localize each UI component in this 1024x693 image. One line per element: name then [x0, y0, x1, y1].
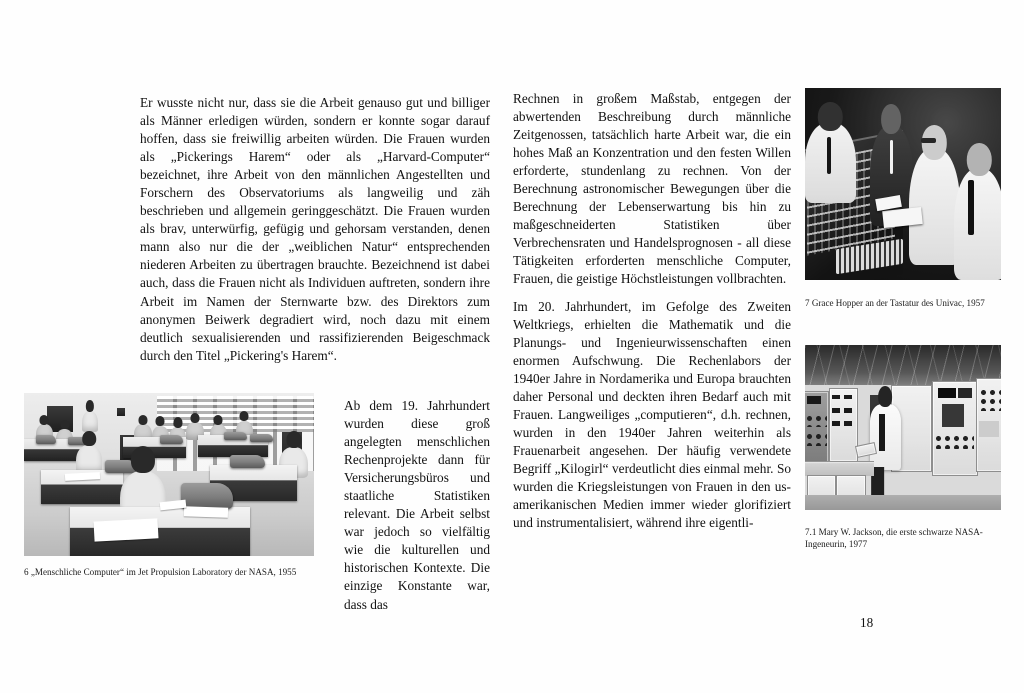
- photo-person-standing: [82, 411, 98, 432]
- body-text-left-bottom: [344, 397, 490, 614]
- photo-panel-slot: [832, 408, 840, 413]
- photo-jpl-human-computers: [24, 393, 314, 556]
- figure-grace-hopper: [805, 88, 1001, 280]
- photo-person-head: [922, 125, 946, 160]
- photo-panel-slot: [844, 408, 852, 413]
- figure-jpl-human-computers: [24, 393, 314, 556]
- photo-calculator: [224, 432, 247, 440]
- photo-display-screen: [958, 388, 972, 398]
- photo-person-head: [881, 104, 901, 134]
- photo-panel-slot: [807, 396, 821, 404]
- photo-person-labcoat: [870, 404, 901, 470]
- figure-mary-jackson: [805, 345, 1001, 510]
- photo-person-tie: [890, 140, 893, 174]
- photo-eyeglasses-icon: [921, 138, 936, 143]
- photo-grace-hopper: [805, 88, 1001, 280]
- photo-panel-buttons: [805, 432, 827, 445]
- figure-caption-jpl: 6 „Menschliche Computer“ im Jet Propulsion Laboratory der NASA, 1955: [24, 567, 297, 577]
- body-text-left-top: [140, 94, 490, 365]
- photo-calculator: [36, 435, 56, 443]
- photo-panel-slot: [979, 421, 999, 438]
- page-number: 18: [860, 615, 874, 630]
- photo-person-head: [878, 386, 892, 407]
- photo-person-head: [818, 102, 842, 131]
- photo-panel-buttons: [805, 414, 827, 427]
- photo-person-body: [954, 169, 1001, 280]
- photo-person-left: [805, 123, 856, 204]
- photo-panel-slot: [832, 395, 840, 400]
- photo-panel-slot: [844, 395, 852, 400]
- photo-person-tie: [827, 137, 831, 174]
- photo-paper: [183, 506, 227, 517]
- photo-panel-buttons: [934, 434, 973, 449]
- photo-panel-slot: [832, 421, 840, 426]
- photo-floor: [805, 495, 1001, 510]
- photo-paper: [93, 518, 158, 541]
- figure-caption-mary-jackson: 7.1 Mary W. Jackson, die erste schwarze NASA-Ingeneurin, 1977: [805, 527, 983, 550]
- photo-counter: [805, 461, 874, 477]
- photo-mary-jackson-person: [870, 404, 901, 470]
- paragraph: Im 20. Jahrhundert, im Gefolge des Zweiten Weltkriegs, erhielten die Mathematik und die Planungs- und Ingenieurwissenschaften einen enormen Aufschwung. Die Rechenlabors der 1940er Jahre in Nordamerika und Europa brauchten daher Personal und deckten ihren Bedarf auch mit Frauen. Langweiliges „computieren“, d.h. rechnen, wurden in den 1940er Jahren weiterhin als Frauenarbeit angesehen. Der häufig verwendete Begriff „Kilogirl“ verdeutlicht dies einmal mehr. So wurden die Kriegsleistungen von Frauen in den us-amerikanischen Medien immer wieder glorifiziert und instrumentalisiert, während ihre eigentli-: [513, 298, 791, 531]
- photo-mary-jackson: [805, 345, 1001, 510]
- photo-person-head: [967, 143, 991, 176]
- body-text-middle: [513, 90, 791, 532]
- photo-panel-slot: [844, 421, 852, 426]
- photo-calculator: [250, 434, 273, 442]
- paragraph: Ab dem 19. Jahrhundert wurden diese groß angelegten menschlichen Rechenprojekte dann für Versicherungsbüros und staatliche Statistiken relevant. Die Arbeit selbst war jedoch so vielfältig wie die kulturellen und historischen Kontexte. Die einzige Konstante war, dass das: [344, 398, 490, 612]
- photo-person-tie: [968, 180, 974, 236]
- photo-calculator: [230, 455, 265, 468]
- photo-calculator: [160, 435, 183, 443]
- figure-caption-grace-hopper: 7 Grace Hopper an der Tastatur des Univac, 1957: [805, 298, 985, 308]
- paragraph: Rechnen in großem Maßstab, entgegen der abwertenden Beschreibung durch männliche Zeitgenossen, tatsächlich harte Arbeit war, die ein hohes Maß an Konzentration und den festen Willen erforderte, stundenlang zu rechnen. Von der Berechnung astronomischer Bewegungen über die Berechnung der Lebenserwartung bis hin zu maßgeschneiderten Statistiken über Verbrechensraten und Handelsprognosen - all diese Tätigkeiten erforderten menschliche Computer, Frauen, die geistige Höchstleistungen vollbrachten.: [513, 91, 791, 287]
- photo-person-right: [954, 169, 1001, 280]
- paragraph: Er wusste nicht nur, dass sie die Arbeit genauso gut und billiger als Männer erledigen würden, sondern er konnte sogar darauf hoffen, dass sie freiwillig arbeiten würden. Die Frauen wurden als „Pickerings Harem“ oder als „Harvard-Computer“ bezeichnet, ihre Arbeit von den männlichen Angestellten und Forschern des Observatoriums als langweilig und zäh beschrieben und allgemein geringgeschätzt. Die Frauen wurden als brav, unterwürfig, gefügig und gehorsam verstanden, denen mann also nur die der „weiblichen Natur“ entsprechenden niederen Arbeiten zu übertragen brauchte. Bezeichnend ist dabei auch, dass die Frauen nicht als Individuen auftreten, sondern ihre Arbeit im Namen der Sternwarte bzw. des Direktors zum anonymen Beiwerk degradiert wird, noch dazu mit einem deutlich sexualisierenden und rassifizierenden Beigeschmack durch den Titel „Pickering's Harem“.: [140, 95, 490, 363]
- photo-display-screen: [938, 388, 956, 398]
- photo-photo-on-panel: [942, 404, 964, 427]
- photo-panel-buttons: [979, 388, 1001, 411]
- photo-calculator-foreground: [181, 483, 233, 509]
- photo-cabinet: [117, 408, 126, 416]
- photo-person-scarf: [879, 414, 885, 450]
